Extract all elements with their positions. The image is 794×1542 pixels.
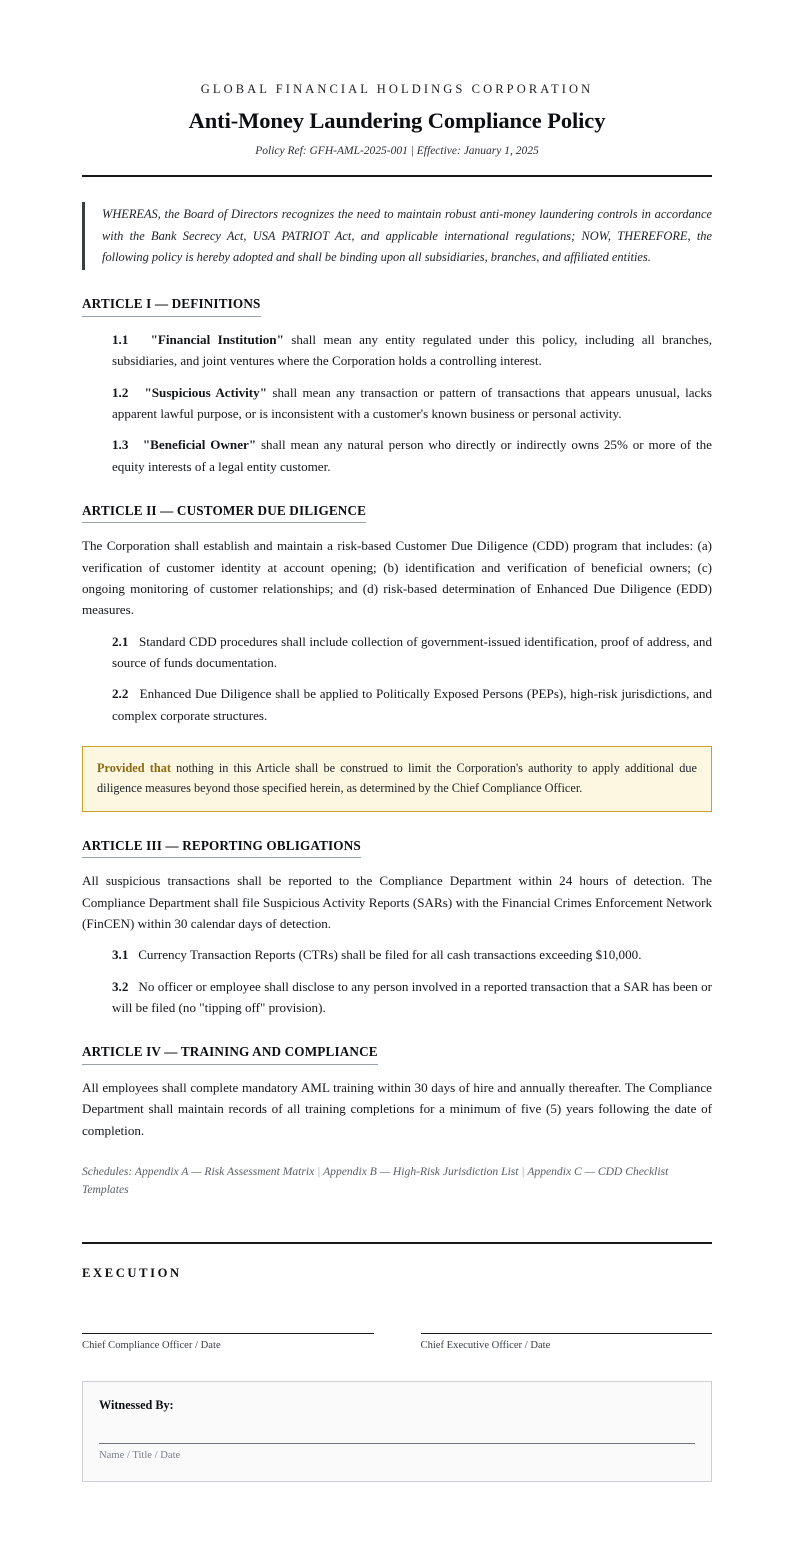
- signature-line[interactable]: [82, 1333, 374, 1334]
- execution-heading: EXECUTION: [82, 1265, 182, 1280]
- proviso-callout: [82, 746, 712, 812]
- clause-number: 1.2: [112, 384, 129, 400]
- recital-text: WHEREAS, the Board of Directors recognizes the need to maintain robust anti-money laundering controls in accordance with the Bank Secrecy Act, USA PATRIOT Act, and applicable international regulations; NOW, THEREFORE, the following policy is hereby adopted and shall be binding upon all subsidiaries, branches, and affiliated entities.: [102, 207, 712, 265]
- clause-3-1: [82, 944, 712, 965]
- clause-term: "Suspicious Activity": [144, 384, 267, 400]
- article-section-3: [82, 838, 712, 1018]
- article-2-intro: The Corporation shall establish and maintain a risk-based Customer Due Diligence (CDD) program that includes: (a) verification of customer identity at account opening; (b) identification and verification of beneficial owners; (c) ongoing monitoring of customer relationships; and (d) risk-based determination of Enhanced Due Diligence (EDD) measures.: [82, 538, 712, 618]
- schedules-separator-2: |: [518, 1164, 528, 1178]
- clause-1-3: [82, 434, 712, 477]
- clause-number: 1.1: [112, 331, 129, 347]
- signature-row: [82, 1333, 712, 1354]
- schedules-item-2: Appendix B — High-Risk Jurisdiction List: [323, 1164, 519, 1178]
- clause-term: "Beneficial Owner": [142, 437, 257, 453]
- policy-reference-subtitle: Policy Ref: GFH-AML-2025-001 | Effective: January 1, 2025: [255, 144, 539, 157]
- clause-number: 1.3: [112, 437, 129, 453]
- signature-block-compliance-officer[interactable]: [82, 1333, 374, 1354]
- clause-text: Enhanced Due Diligence shall be applied to Politically Exposed Persons (PEPs), high-risk jurisdictions, and complex corporate structures.: [112, 686, 712, 723]
- article-4-intro: All employees shall complete mandatory AML training within 30 days of hire and annually thereafter. The Compliance Department shall maintain records of all training completions for a minimum of five (5) years following the date of completion.: [82, 1079, 712, 1138]
- schedules-separator-1: |: [314, 1164, 324, 1178]
- execution-divider: [82, 1242, 712, 1244]
- witness-caption: Name / Title / Date: [99, 1449, 181, 1461]
- proviso-text: nothing in this Article shall be construed to limit the Corporation's authority to apply additional due diligence measures beyond those specified herein, as determined by the Chief Compliance Officer.: [97, 761, 697, 796]
- signature-caption: Chief Compliance Officer / Date: [82, 1339, 221, 1351]
- proviso-lead: Provided that: [97, 761, 171, 776]
- schedules-label: Schedules: Appendix A — Risk Assessment Matrix: [82, 1164, 315, 1178]
- clause-number: 2.2: [112, 686, 129, 702]
- clause-text: shall mean any entity regulated under this policy, including all branches, subsidiaries, and joint ventures where the Corporation holds a controlling interest.: [112, 331, 712, 369]
- signature-caption: Chief Executive Officer / Date: [420, 1339, 551, 1351]
- article-heading-4: ARTICLE IV — TRAINING AND COMPLIANCE: [82, 1044, 378, 1065]
- witness-signature-line[interactable]: [99, 1443, 695, 1444]
- signature-line[interactable]: [421, 1333, 713, 1334]
- article-3-intro: All suspicious transactions shall be reported to the Compliance Department within 24 hours of detection. The Compliance Department shall file Suspicious Activity Reports (SARs) with the Financial Crimes Enforcement Network (FinCEN) within 30 calendar days of detection.: [82, 873, 712, 932]
- clause-text: Currency Transaction Reports (CTRs) shall be filed for all cash transactions exceeding $10,000.: [138, 947, 642, 963]
- proviso-paragraph: [97, 758, 697, 799]
- header-divider: [82, 175, 712, 177]
- witness-title: Witnessed By:: [99, 1397, 174, 1412]
- clause-text: No officer or employee shall disclose to any person involved in a reported transaction that a SAR has been or will be filed (no "tipping off" provision).: [112, 978, 712, 1016]
- article-heading-2: ARTICLE II — CUSTOMER DUE DILIGENCE: [82, 503, 366, 524]
- clause-1-1: [82, 329, 712, 372]
- clause-number: 3.1: [112, 947, 129, 963]
- clause-2-2: [82, 683, 712, 726]
- article-heading-1: ARTICLE I — DEFINITIONS: [82, 296, 261, 317]
- clause-3-2: [82, 976, 712, 1019]
- clause-2-1: [82, 631, 712, 674]
- clause-text: Standard CDD procedures shall include collection of government-issued identification, proof of address, and source of funds documentation.: [112, 633, 713, 671]
- clause-text: shall mean any transaction or pattern of transactions that appears unusual, lacks apparent lawful purpose, or is inconsistent with a customer's known business or personal activity.: [112, 384, 713, 421]
- page-title: Anti-Money Laundering Compliance Policy: [188, 108, 606, 133]
- clause-term: "Financial Institution": [150, 331, 284, 347]
- schedules-note: [82, 1163, 712, 1200]
- clause-1-2: [82, 382, 712, 425]
- signature-block-executive-officer[interactable]: [421, 1333, 713, 1354]
- clause-number: 3.2: [112, 978, 129, 994]
- organization-name: GLOBAL FINANCIAL HOLDINGS CORPORATION: [200, 82, 594, 96]
- article-section-1: [82, 296, 712, 476]
- article-section-2: [82, 503, 712, 726]
- clause-number: 2.1: [112, 633, 129, 649]
- article-heading-3: ARTICLE III — REPORTING OBLIGATIONS: [82, 838, 361, 859]
- clause-text: shall mean any natural person who directly or indirectly owns 25% or more of the equity interests of a legal entity customer.: [112, 437, 712, 474]
- schedules-item-3: Appendix C — CDD Checklist Templates: [82, 1164, 669, 1197]
- witness-box: [82, 1381, 712, 1483]
- document-header: [82, 82, 712, 158]
- recital-block: [82, 202, 712, 270]
- article-section-4: [82, 1044, 712, 1140]
